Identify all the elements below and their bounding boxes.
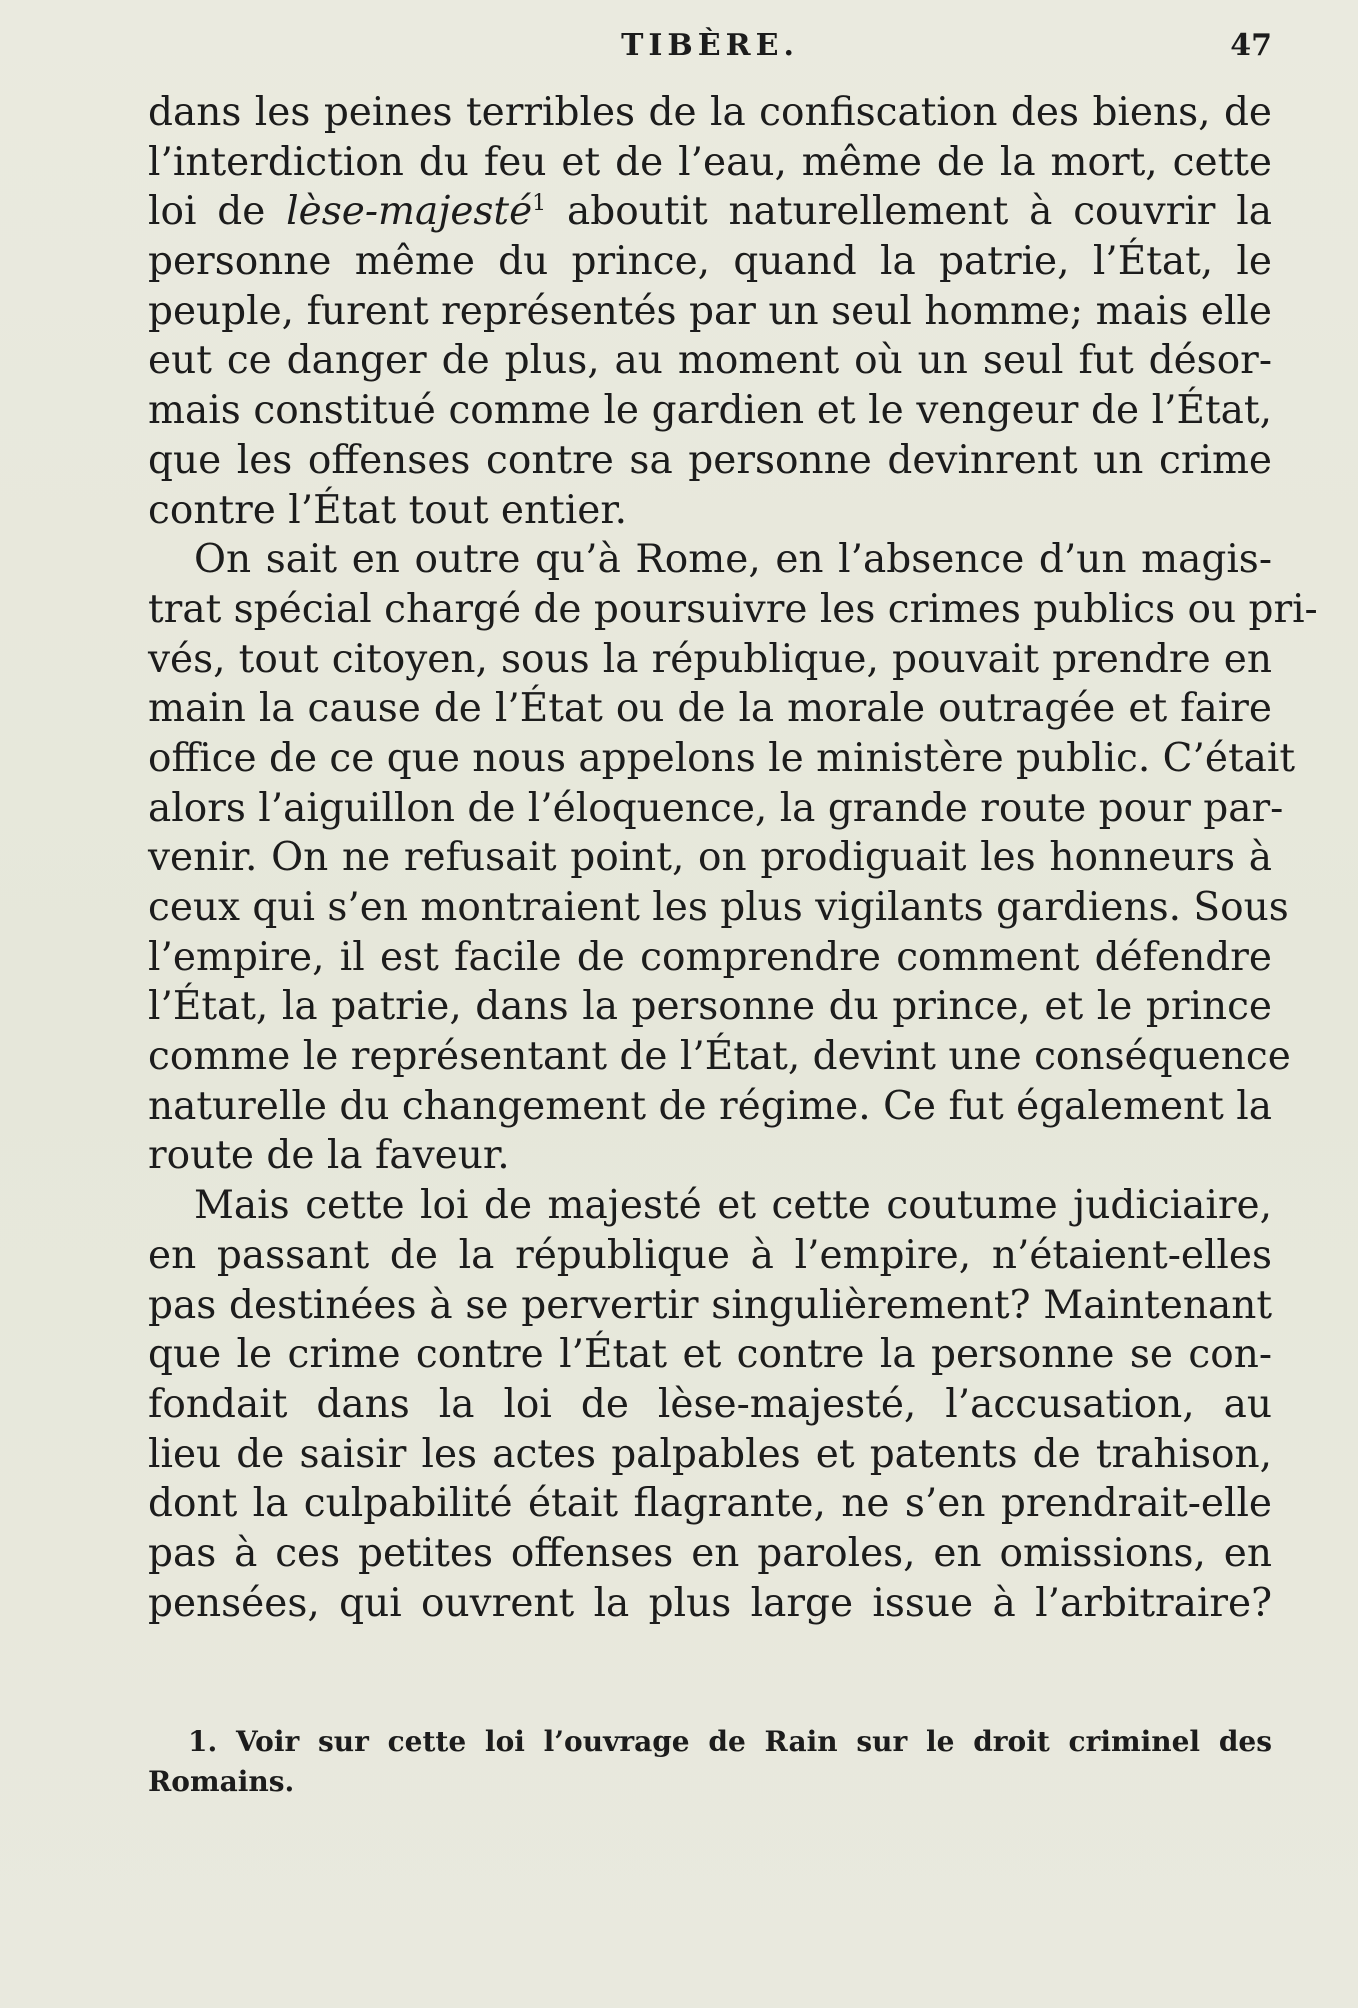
text-line: pensées, qui ouvrent la plus large issue à l’arbitraire?: [148, 1580, 1272, 1626]
text-segment: loi de: [148, 189, 287, 235]
footnote-marker: 1: [532, 191, 547, 217]
text-line: mais constitué comme le gardien et le vengeur de l’État,: [148, 388, 1272, 434]
text-line: peuple, furent représentés par un seul homme; mais elle: [148, 288, 1272, 334]
footnote-line: 1. Voir sur cette loi l’ouvrage de Rain sur le droit criminel des: [188, 1725, 1272, 1758]
text-line: office de ce que nous appelons le ministère public. C’était: [148, 735, 1296, 781]
text-line: contre l’État tout entier.: [148, 487, 628, 533]
text-segment: aboutit naturellement à couvrir la: [567, 189, 1272, 235]
text-line: l’État, la patrie, dans la personne du prince, et le prince: [148, 984, 1272, 1030]
text-line: en passant de la république à l’empire, n’étaient-elles: [148, 1232, 1272, 1278]
text-line: venir. On ne refusait point, on prodiguait les honneurs à: [148, 835, 1272, 881]
text-line: que le crime contre l’État et contre la personne se con-: [148, 1332, 1272, 1378]
text-line: personne même du prince, quand la patrie, l’État, le: [148, 239, 1272, 285]
page-number: 47: [1230, 28, 1272, 63]
text-line: On sait en outre qu’à Rome, en l’absence d’un magis-: [194, 537, 1272, 583]
text-line: ceux qui s’en montraient les plus vigilants gardiens. Sous: [148, 885, 1289, 930]
running-head: [148, 28, 1272, 68]
text-line: naturelle du changement de régime. Ce fut également la: [148, 1083, 1272, 1129]
text-line: dans les peines terribles de la confiscation des biens, de: [148, 90, 1272, 135]
footnote: [148, 1722, 1272, 1802]
italic-term: lèse-majesté: [286, 189, 533, 235]
text-line: l’interdiction du feu et de l’eau, même de la mort, cette: [148, 139, 1272, 185]
footnote-line: Romains.: [148, 1765, 295, 1798]
text-line: vés, tout citoyen, sous la république, pouvait prendre en: [148, 636, 1272, 682]
text-line: comme le représentant de l’État, devint une conséquence: [148, 1034, 1291, 1080]
text-line: pas destinées à se pervertir singulièrement? Maintenant: [148, 1282, 1272, 1328]
body-text: [148, 88, 1318, 1628]
text-line: route de la faveur.: [148, 1133, 510, 1179]
text-line: Mais cette loi de majesté et cette coutume judiciaire,: [194, 1183, 1272, 1229]
text-line-with-footnote-ref: [148, 187, 1272, 237]
text-line: main la cause de l’État ou de la morale outragée et faire: [148, 686, 1272, 732]
text-line: lieu de saisir les actes palpables et patents de trahison,: [148, 1431, 1272, 1477]
text-line: alors l’aiguillon de l’éloquence, la grande route pour par-: [148, 785, 1284, 831]
text-line: pas à ces petites offenses en paroles, en omissions, en: [148, 1530, 1272, 1576]
text-line: fondait dans la loi de lèse-majesté, l’accusation, au: [148, 1381, 1272, 1427]
text-line: l’empire, il est facile de comprendre comment défendre: [148, 934, 1272, 980]
text-line: dont la culpabilité était flagrante, ne s’en prendrait-elle: [148, 1481, 1272, 1527]
text-line: eut ce danger de plus, au moment où un seul fut désor-: [148, 338, 1272, 384]
text-line: que les offenses contre sa personne devinrent un crime: [148, 437, 1272, 483]
text-line: trat spécial chargé de poursuivre les crimes publics ou pri-: [148, 586, 1318, 632]
running-title: TIBÈRE.: [621, 28, 799, 63]
